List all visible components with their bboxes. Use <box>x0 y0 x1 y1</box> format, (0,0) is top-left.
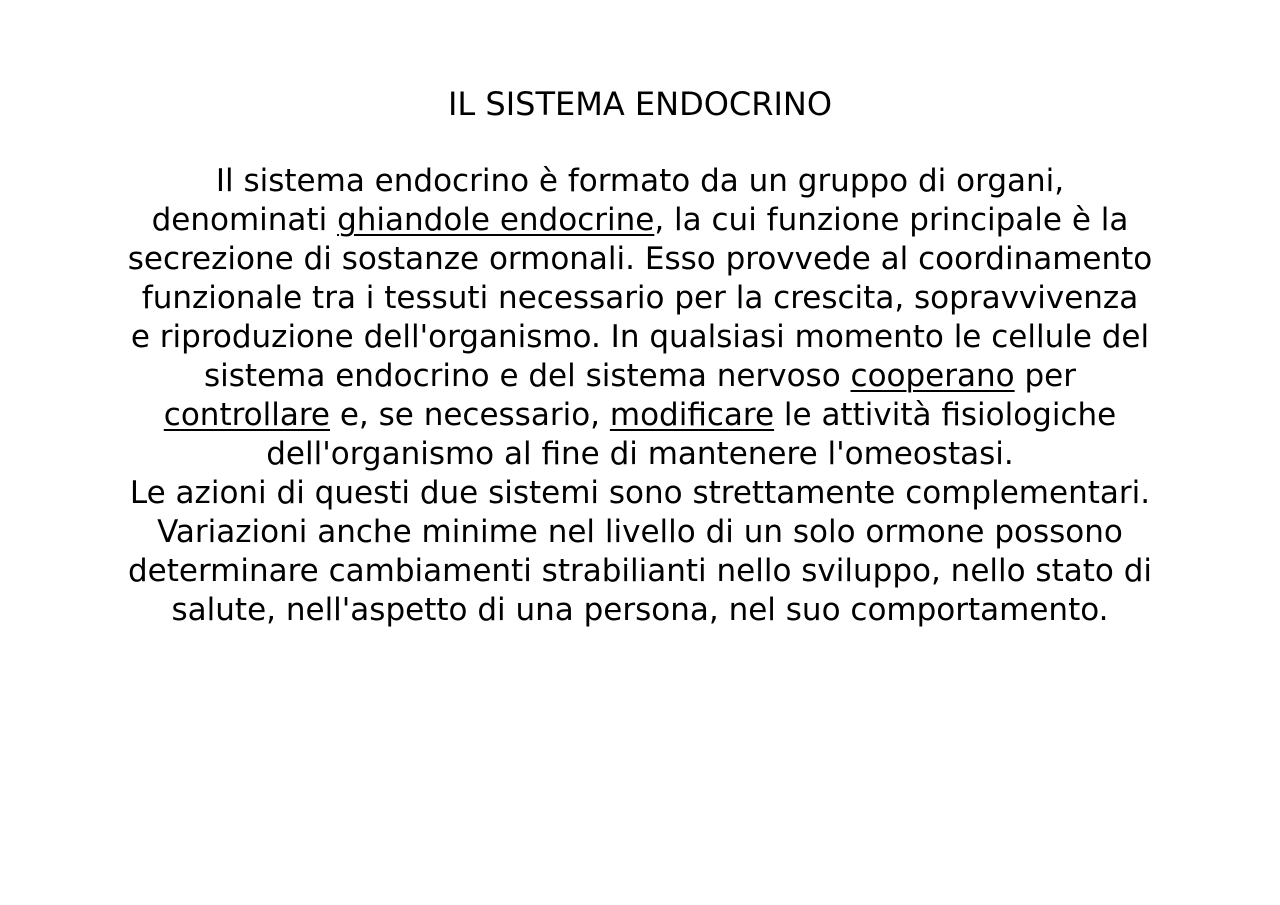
underlined-term: cooperano <box>850 358 1015 394</box>
body-line <box>60 201 1220 240</box>
body-text-segment: dell'organismo al fine di mantenere l'omeostasi. <box>266 436 1014 472</box>
body-text-segment: secrezione di sostanze ormonali. Esso provvede al coordinamento <box>127 241 1153 277</box>
body-line <box>60 591 1220 630</box>
body-line <box>60 279 1220 318</box>
body-text-segment: e riproduzione dell'organismo. In qualsiasi momento le cellule del <box>130 319 1150 355</box>
body-line <box>60 162 1220 201</box>
body-line <box>60 318 1220 357</box>
body-text-segment: sistema endocrino e del sistema nervoso <box>204 358 851 394</box>
body-line <box>60 357 1220 396</box>
body-text-segment: le attività fisiologiche <box>774 397 1117 433</box>
body-text-segment: e, se necessario, <box>329 397 610 433</box>
slide-body-text <box>60 162 1220 630</box>
body-line <box>60 552 1220 591</box>
body-text-segment: funzionale tra i tessuti necessario per la crescita, sopravvivenza <box>141 280 1139 316</box>
body-line <box>60 474 1220 513</box>
underlined-term: ghiandole endocrine <box>337 202 655 238</box>
slide-title: IL SISTEMA ENDOCRINO <box>447 85 833 123</box>
body-line <box>60 240 1220 279</box>
body-text-segment: Le azioni di questi due sistemi sono strettamente complementari. <box>129 475 1151 511</box>
body-line <box>60 513 1220 552</box>
body-text-segment: denominati <box>151 202 338 238</box>
body-line <box>60 435 1220 474</box>
body-text-segment: determinare cambiamenti strabilianti nello sviluppo, nello stato di <box>127 553 1152 589</box>
body-line <box>60 396 1220 435</box>
body-text-segment: Il sistema endocrino è formato da un gruppo di organi, <box>215 163 1065 199</box>
body-text-segment: , la cui funzione principale è la <box>654 202 1129 238</box>
underlined-term: modificare <box>609 397 775 433</box>
underlined-term: controllare <box>163 397 330 433</box>
body-text-segment: per <box>1014 358 1076 394</box>
body-text-segment: Variazioni anche minime nel livello di un solo ormone possono <box>157 514 1123 550</box>
body-text-segment: salute, nell'aspetto di una persona, nel suo comportamento. <box>171 592 1109 628</box>
